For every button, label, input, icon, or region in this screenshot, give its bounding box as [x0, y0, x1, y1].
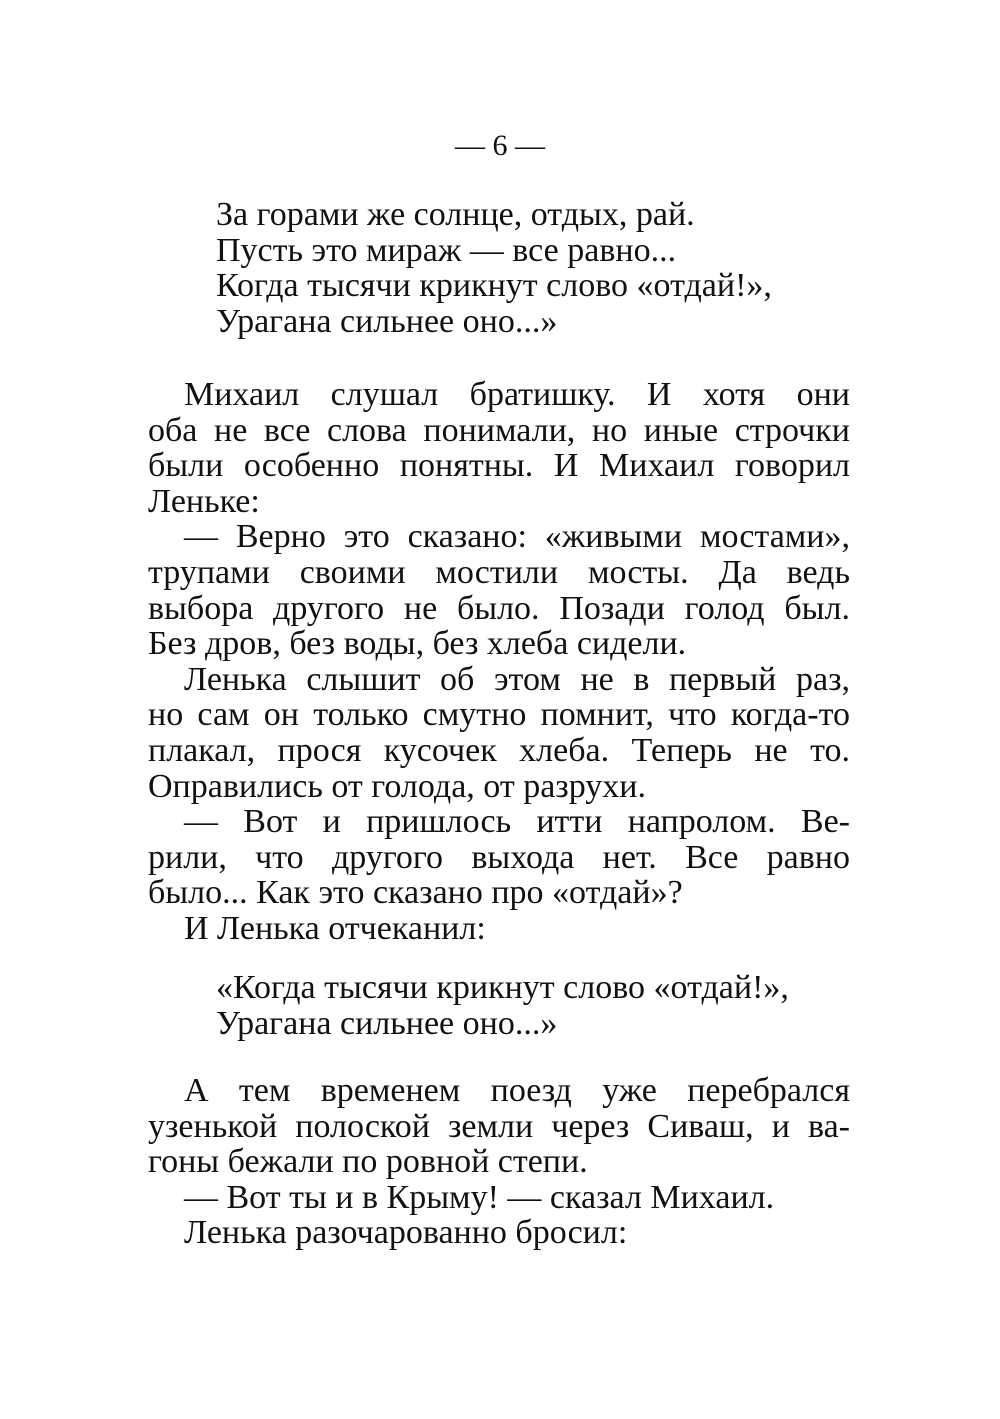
text-line: Ленька слышит об этом не в первый раз, — [184, 661, 850, 698]
text-line: Оправились от голода, от разрухи. — [148, 767, 646, 805]
text-line: плакал, прося кусочек хлеба. Теперь не то. — [148, 732, 850, 769]
verse-line: Пусть это мираж — все равно... — [216, 231, 677, 269]
verse-line: Урагана сильнее оно...» — [216, 1004, 558, 1042]
text-line: гоны бежали по ровной степи. — [148, 1143, 588, 1181]
verse-line: Урагана сильнее оно...» — [216, 302, 558, 340]
prose-block-2 — [148, 1073, 850, 1251]
text-line: А тем временем поезд уже перебрался — [184, 1073, 850, 1109]
text-line: — Верно это сказано: «живыми мостами», — [184, 519, 850, 555]
verse-block-2 — [148, 970, 850, 1041]
text-line: Без дров, без воды, без хлеба сидели. — [148, 625, 687, 663]
text-line: Леньке: — [148, 482, 260, 520]
text-line: — Вот ты и в Крыму! — сказал Михаил. — [184, 1178, 775, 1216]
text-line: оба не все слова понимали, но иные строчки — [148, 412, 850, 449]
verse-line: Когда тысячи крикнут слово «отдай!», — [216, 267, 772, 305]
text-line: были особенно понятны. И Михаил говорил — [148, 448, 850, 484]
text-line: трупами своими мостили мосты. Да ведь — [148, 554, 850, 591]
text-line: рили, что другого выхода нет. Все равно — [148, 839, 850, 876]
verse-block-1 — [148, 197, 850, 339]
text-line: узенькой полоской земли через Сиваш, и ва- — [148, 1108, 850, 1145]
text-line: было... Как это сказано про «отдай»? — [148, 874, 683, 912]
text-line: И Ленька отчеканил: — [184, 909, 486, 947]
verse-line: «Когда тысячи крикнут слово «отдай!», — [216, 969, 789, 1006]
text-line: выбора другого не было. Позади голод был. — [148, 590, 850, 627]
text-line: — Вот и пришлось итти напролом. Ве- — [184, 804, 850, 840]
text-line: но сам он только смутно помнит, что когда-то — [148, 697, 850, 733]
text-line: Ленька разочарованно бросил: — [184, 1214, 628, 1252]
verse-line: За горами же солнце, отдых, рай. — [216, 196, 695, 233]
page-number: — 6 — — [455, 129, 545, 162]
text-line: Михаил слушал братишку. И хотя они — [184, 377, 850, 413]
prose-block-1 — [148, 377, 850, 947]
